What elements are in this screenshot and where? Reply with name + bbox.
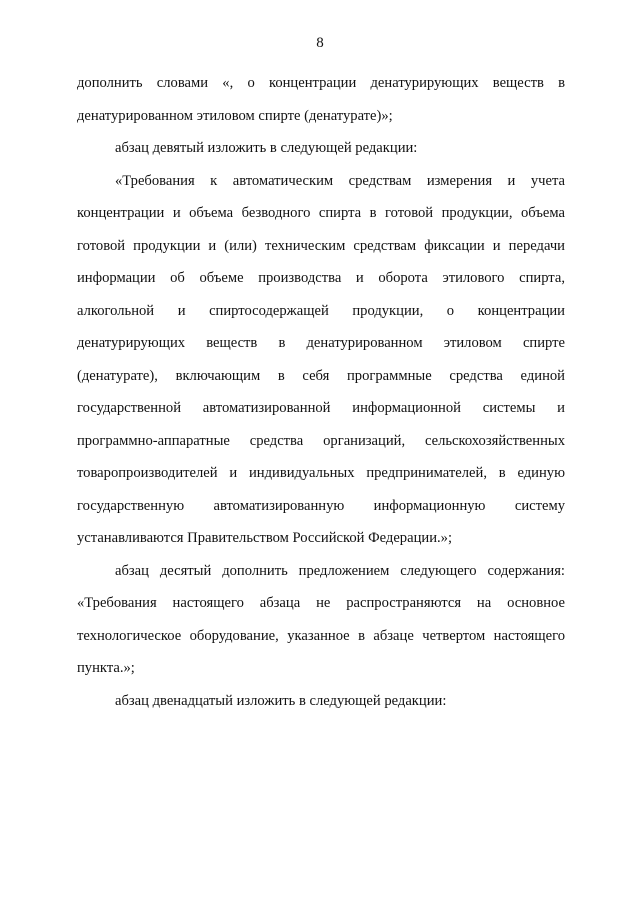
text-line: «Требования к автоматическим средствам измерения и учета xyxy=(115,172,565,189)
text-line: дополнить словами «, о концентрации денатурирующих веществ в xyxy=(77,75,565,91)
text-line: абзац девятый изложить в следующей редакции: xyxy=(115,140,418,156)
page-number: 8 xyxy=(316,35,324,51)
text-line: алкогольной и спиртосодержащей продукции, о концентрации xyxy=(77,302,565,319)
text-line: готовой продукции и (или) техническим средствам фиксации и передачи xyxy=(77,237,565,254)
text-line: денатурирующих веществ в денатурированном этиловом спирте xyxy=(77,335,565,351)
paragraph-amend-words xyxy=(77,67,565,132)
text-line: товаропроизводителей и индивидуальных предпринимателей, в единую xyxy=(77,465,565,481)
paragraph-twelfth-abzac xyxy=(77,685,565,718)
text-line: пункта.»; xyxy=(77,660,135,676)
text-line: концентрации и объема безводного спирта в готовой продукции, объема xyxy=(77,205,565,221)
text-line: информации об объеме производства и оборота этилового спирта, xyxy=(77,270,565,286)
text-line: денатурированном этиловом спирте (денатурате)»; xyxy=(77,107,393,124)
text-line: абзац десятый дополнить предложением следующего содержания: xyxy=(115,562,565,579)
text-line: государственной автоматизированной информационной системы и xyxy=(77,400,565,416)
paragraph-tenth-abzac xyxy=(77,555,565,685)
document-body xyxy=(77,67,565,717)
text-line: государственную автоматизированную информационную систему xyxy=(77,497,565,514)
text-line: программно-аппаратные средства организаций, сельскохозяйственных xyxy=(77,432,565,449)
paragraph-ninth-abzac xyxy=(77,132,565,165)
text-line: устанавливаются Правительством Российской Федерации.»; xyxy=(77,530,453,546)
paragraph-requirements-quote xyxy=(77,165,565,555)
text-line: (денатурате), включающим в себя программные средства единой xyxy=(77,367,565,384)
text-line: технологическое оборудование, указанное в абзаце четвертом настоящего xyxy=(77,627,565,644)
text-line: абзац двенадцатый изложить в следующей редакции: xyxy=(115,692,447,709)
text-line: «Требования настоящего абзаца не распространяются на основное xyxy=(77,595,565,611)
